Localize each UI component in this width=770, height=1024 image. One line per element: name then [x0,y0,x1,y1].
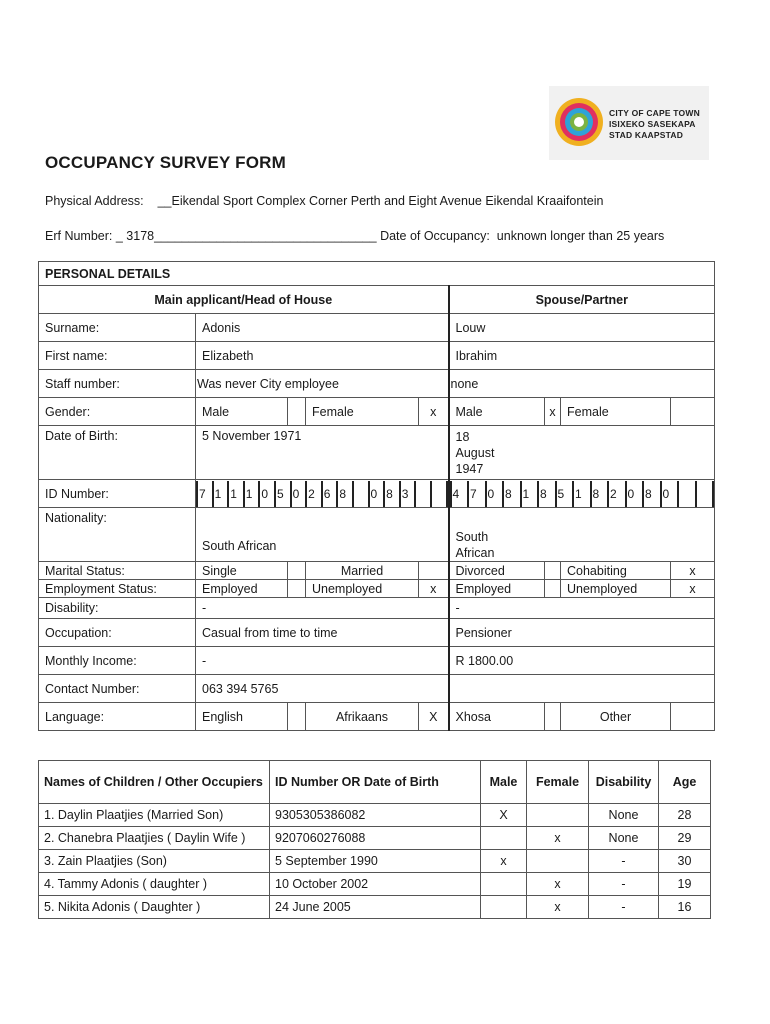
table-row [39,896,711,919]
spouse-nationality-line-1: South [455,530,489,544]
language-afrikaans: Afrikaans [306,703,419,731]
table-row [39,827,711,850]
main-applicant-header: Main applicant/Head of House [39,286,449,314]
main-employed: Employed [196,580,288,598]
language-xhosa-box [545,703,561,731]
marital-cohabiting: Cohabiting [561,562,671,580]
id-digit [695,481,715,507]
surname-label: Surname: [39,314,196,342]
occupier-age: 28 [659,804,711,827]
occupier-name: 2. Chanebra Plaatjies ( Daylin Wife ) [39,827,270,850]
col-header-age: Age [659,761,711,804]
main-dob: 5 November 1971 [196,426,449,480]
occupier-id: 10 October 2002 [270,873,481,896]
address-line [45,194,603,208]
occupier-age: 29 [659,827,711,850]
marital-married: Married [306,562,419,580]
language-other-box [671,703,715,731]
id-digit: 5 [555,481,573,507]
id-digit: 8 [383,481,399,507]
main-gender-female: Female [306,398,419,426]
id-digit: 0 [290,481,306,507]
address-value: __Eikendal Sport Complex Corner Perth and Eight Avenue Eikendal Kraaifontein [157,194,604,208]
id-digit: 7 [196,481,212,507]
spouse-header: Spouse/Partner [449,286,715,314]
erf-line [45,229,664,243]
col-header-disability: Disability [589,761,659,804]
id-digit: 6 [321,481,337,507]
id-digit: 0 [368,481,384,507]
id-digit [414,481,430,507]
main-gender-male-box [288,398,306,426]
spouse-gender-female-box [671,398,715,426]
occupier-female [527,804,589,827]
occupier-female [527,850,589,873]
spouse-staff: none [449,370,715,398]
spouse-contact [449,675,715,703]
table-row [39,873,711,896]
id-digit: 1 [212,481,228,507]
id-digit: 8 [336,481,352,507]
address-label: Physical Address: [45,194,144,208]
col-header-male: Male [481,761,527,804]
id-digit: 2 [305,481,321,507]
occupier-age: 30 [659,850,711,873]
occupier-female: x [527,896,589,919]
occupier-disability: - [589,850,659,873]
occupier-name: 4. Tammy Adonis ( daughter ) [39,873,270,896]
main-surname: Adonis [196,314,449,342]
main-occupation: Casual from time to time [196,619,449,647]
spouse-dob [449,426,715,480]
spouse-gender-male-mark: x [545,398,561,426]
occupier-id: 9207060276088 [270,827,481,850]
occupier-female: x [527,827,589,850]
spouse-unemployed: Unemployed [561,580,671,598]
marital-label: Marital Status: [39,562,196,580]
occupier-id: 24 June 2005 [270,896,481,919]
occupier-disability: None [589,827,659,850]
erf-label: Erf Number: [45,229,113,243]
occupier-female: x [527,873,589,896]
erf-value: _ 3178________________________________ [115,229,377,243]
occupiers-table [38,760,711,919]
spouse-disability: - [449,598,715,619]
language-other: Other [561,703,671,731]
main-gender-male: Male [196,398,288,426]
id-digit: 0 [258,481,274,507]
occupier-male [481,873,527,896]
logo-line-1: CITY OF CAPE TOWN [609,108,700,118]
spouse-unemployed-mark: x [671,580,715,598]
occupier-name: 1. Daylin Plaatjies (Married Son) [39,804,270,827]
id-digit: 8 [642,481,660,507]
id-digit [352,481,368,507]
language-label: Language: [39,703,196,731]
occupier-male: x [481,850,527,873]
marital-divorced: Divorced [449,562,545,580]
language-xhosa: Xhosa [449,703,545,731]
id-digit: 1 [572,481,590,507]
table-row [39,804,711,827]
main-unemployed: Unemployed [306,580,419,598]
id-label: ID Number: [39,480,196,508]
occupier-id: 5 September 1990 [270,850,481,873]
id-digit: 7 [467,481,485,507]
logo-line-2: ISIXEKO SASEKAPA [609,119,696,129]
marital-divorced-box [545,562,561,580]
marital-single: Single [196,562,288,580]
main-nationality: South African [196,508,449,562]
spouse-employed: Employed [449,580,545,598]
id-digit: 1 [520,481,538,507]
marital-married-box [419,562,449,580]
spouse-nationality-line-2: African [455,546,495,560]
employment-label: Employment Status: [39,580,196,598]
gender-label: Gender: [39,398,196,426]
occupier-male: X [481,804,527,827]
dob-label: Date of Birth: [39,426,196,480]
id-digit: 0 [485,481,503,507]
spouse-income: R 1800.00 [449,647,715,675]
id-digit: 8 [590,481,608,507]
income-label: Monthly Income: [39,647,196,675]
first-name-label: First name: [39,342,196,370]
id-digit: 1 [227,481,243,507]
col-header-name: Names of Children / Other Occupiers [39,761,270,804]
form-title: OCCUPANCY SURVEY FORM [45,153,286,172]
col-header-female: Female [527,761,589,804]
main-contact: 063 394 5765 [196,675,449,703]
id-digit [430,481,448,507]
occupation-label: Occupation: [39,619,196,647]
spouse-gender-male: Male [449,398,545,426]
id-digit: 2 [607,481,625,507]
id-digit: 8 [502,481,520,507]
personal-details-table [38,261,715,731]
occupier-disability: - [589,896,659,919]
main-income: - [196,647,449,675]
occupancy-value: unknown longer than 25 years [496,229,665,243]
main-disability: - [196,598,449,619]
table-row [39,850,711,873]
marital-single-box [288,562,306,580]
id-digit: 3 [399,481,415,507]
city-emblem-icon [553,94,605,150]
main-first-name: Elizabeth [196,342,449,370]
id-digit: 8 [537,481,555,507]
language-afrikaans-mark: X [419,703,449,731]
spouse-occupation: Pensioner [449,619,715,647]
occupier-id: 9305305386082 [270,804,481,827]
id-digit: 0 [625,481,643,507]
id-digit [677,481,695,507]
id-digit: 0 [660,481,678,507]
disability-label: Disability: [39,598,196,619]
id-digit: 1 [243,481,259,507]
id-digit: 5 [274,481,290,507]
occupier-disability: None [589,804,659,827]
col-header-id: ID Number OR Date of Birth [270,761,481,804]
city-logo [549,86,709,160]
language-english: English [196,703,288,731]
main-gender-female-mark: x [419,398,449,426]
occupier-age: 16 [659,896,711,919]
occupier-name: 3. Zain Plaatjies (Son) [39,850,270,873]
spouse-dob-day: 18 [455,430,470,444]
main-employed-box [288,580,306,598]
occupier-age: 19 [659,873,711,896]
occupier-male [481,896,527,919]
main-unemployed-mark: x [419,580,449,598]
contact-label: Contact Number: [39,675,196,703]
language-english-box [288,703,306,731]
main-staff: Was never City employee [196,370,449,398]
spouse-id-number [449,480,715,508]
logo-line-3: STAD KAAPSTAD [609,130,684,140]
staff-label: Staff number: [39,370,196,398]
id-digit: 4 [450,481,468,507]
marital-cohabiting-mark: x [671,562,715,580]
spouse-employed-box [545,580,561,598]
spouse-surname: Louw [449,314,715,342]
spouse-first-name: Ibrahim [449,342,715,370]
spouse-dob-year: 1947 [455,462,484,476]
spouse-dob-month: August [455,446,495,460]
occupier-disability: - [589,873,659,896]
main-id-number [196,480,449,508]
nationality-label: Nationality: [39,508,196,562]
spouse-gender-female: Female [561,398,671,426]
spouse-nationality [449,508,715,562]
section-title: PERSONAL DETAILS [39,262,715,286]
occupier-name: 5. Nikita Adonis ( Daughter ) [39,896,270,919]
occupancy-label: Date of Occupancy: [380,229,490,243]
occupier-male [481,827,527,850]
